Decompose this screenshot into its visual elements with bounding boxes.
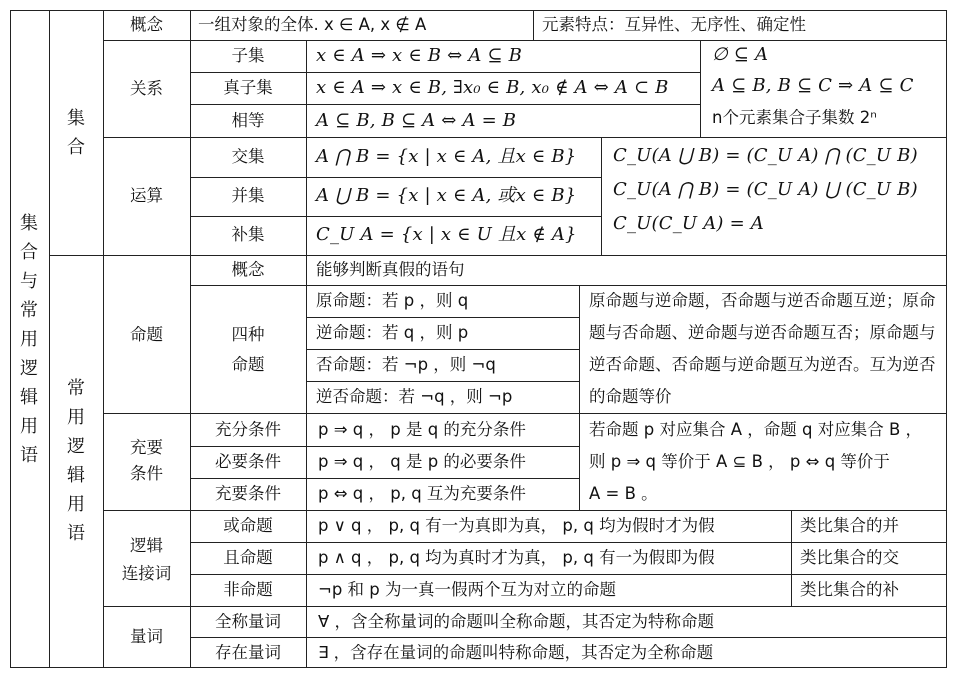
double-complement: C_U(C_U A) = A: [613, 213, 764, 234]
condition-note-line2: 则 p ⇒ q 等价于 A ⊆ B ， p ⇔ q 等价于: [589, 452, 890, 471]
grid-line: [190, 478, 579, 479]
union-formula: A ⋃ B = {x | x ∈ A, 或x ∈ B}: [316, 185, 577, 206]
grid-line: [601, 137, 602, 255]
grid-line: [190, 104, 700, 105]
subset-formula: x ∈ A ⇒ x ∈ B ⇔ A ⊆ B: [316, 45, 523, 66]
complement-label: 补集: [231, 225, 265, 244]
prop-concept-label: 概念: [231, 260, 265, 279]
set-concept-formula: 一组对象的全体. x ∈ A, x ∉ A: [198, 15, 427, 34]
suff-nec-label: 充要条件: [215, 484, 281, 503]
universal-label: 全称量词: [215, 612, 281, 631]
condition-note-line1: 若命题 p 对应集合 A ，命题 q 对应集合 B ，: [589, 420, 923, 439]
not-text: ¬p 和 p 为一真一假两个互为对立的命题: [318, 580, 617, 599]
relation-note-subset-count: n个元素集合子集数 2ⁿ: [712, 108, 877, 127]
grid-line: [700, 40, 701, 137]
quantifier-label: 量词: [130, 627, 163, 646]
equal-label: 相等: [231, 111, 265, 130]
and-label: 且命题: [223, 548, 273, 567]
demorgan-intersection: C_U(A ⋂ B) = (C_U A) ⋃ (C_U B): [613, 179, 918, 200]
main-title-vertical: 集 合 与 常 用 逻 辑 用 语: [20, 213, 38, 466]
four-props-label-line1: 四种: [231, 325, 265, 344]
grid-line: [103, 510, 947, 511]
connective-label-line1: 逻辑: [130, 536, 163, 555]
necessary-label: 必要条件: [215, 452, 281, 471]
grid-line: [306, 317, 579, 318]
grid-line: [306, 381, 579, 382]
and-analogy: 类比集合的交: [800, 548, 899, 567]
grid-line: [791, 510, 792, 606]
sufficient-label: 充分条件: [215, 420, 281, 439]
grid-line: [103, 606, 947, 607]
grid-line: [190, 177, 601, 178]
condition-note-line3: A = B 。: [589, 484, 658, 503]
converse-proposition: 逆命题：若 q ，则 p: [316, 323, 469, 342]
connective-label-line2: 连接词: [121, 564, 172, 583]
condition-label-line2: 条件: [130, 464, 163, 483]
sufficient-text: p ⇒ q ， p 是 q 的充分条件: [318, 420, 526, 439]
not-label: 非命题: [223, 580, 273, 599]
prop-concept-text: 能够判断真假的语句: [316, 260, 465, 279]
set-concept-traits: 元素特点：互异性、无序性、确定性: [542, 15, 806, 34]
section-title-logic: 常 用 逻 辑 用 语: [67, 378, 85, 544]
grid-line: [190, 574, 947, 575]
union-label: 并集: [231, 186, 265, 205]
intersection-formula: A ⋂ B = {x | x ∈ A, 且x ∈ B}: [316, 146, 577, 167]
grid-line: [103, 137, 947, 138]
equal-formula: A ⊆ B, B ⊆ A ⇔ A = B: [316, 110, 517, 131]
existential-text: ∃ ，含存在量词的命题叫特称命题，其否定为全称命题: [318, 643, 714, 662]
inverse-proposition: 否命题：若 ¬p ，则 ¬q: [316, 355, 496, 374]
or-label: 或命题: [223, 516, 273, 535]
necessary-text: p ⇒ q ， q 是 p 的必要条件: [318, 452, 526, 471]
set-concept-label: 概念: [130, 15, 163, 34]
or-analogy: 类比集合的并: [800, 516, 899, 535]
universal-text: ∀ ，含全称量词的命题叫全称命题，其否定为特称命题: [318, 612, 715, 631]
or-text: p ∨ q ， p, q 有一为真即为真， p, q 均为假时才为假: [318, 516, 715, 535]
demorgan-union: C_U(A ⋃ B) = (C_U A) ⋂ (C_U B): [613, 145, 918, 166]
proposition-label: 命题: [130, 325, 163, 344]
proper-subset-formula: x ∈ A ⇒ x ∈ B, ∃x₀ ∈ B, x₀ ∉ A ⇔ A ⊂ B: [316, 77, 669, 98]
four-props-note: 原命题与逆命题，否命题与逆否命题互逆；原命题与否命题、逆命题与逆否命题互否；原命题与逆否命题、否命题与逆命题互为逆否。互为逆否的命题等价: [589, 291, 936, 406]
contrapositive-proposition: 逆否命题：若 ¬q ，则 ¬p: [316, 387, 513, 406]
existential-label: 存在量词: [215, 643, 281, 662]
grid-line: [579, 285, 580, 510]
grid-line: [190, 637, 947, 638]
complement-formula: C_U A = {x | x ∈ U 且x ∉ A}: [316, 224, 577, 245]
and-text: p ∧ q ， p, q 均为真时才为真， p, q 有一为假即为假: [318, 548, 715, 567]
operation-label: 运算: [130, 186, 163, 205]
grid-line: [190, 542, 947, 543]
grid-line: [49, 10, 50, 668]
condition-label-line1: 充要: [130, 438, 163, 457]
grid-line: [49, 255, 947, 256]
grid-line: [306, 349, 579, 350]
grid-line: [190, 72, 700, 73]
relation-note-transitive: A ⊆ B, B ⊆ C ⇒ A ⊆ C: [712, 75, 914, 96]
subset-label: 子集: [231, 46, 265, 65]
grid-line: [103, 413, 947, 414]
relation-note-empty-set: ∅ ⊆ A: [712, 44, 769, 65]
intersection-label: 交集: [231, 147, 265, 166]
section-title-set: 集 合: [67, 108, 85, 158]
grid-line: [533, 10, 534, 40]
suff-nec-text: p ⇔ q ， p, q 互为充要条件: [318, 484, 526, 503]
relation-label: 关系: [130, 79, 163, 98]
proper-subset-label: 真子集: [223, 78, 273, 97]
original-proposition: 原命题：若 p ，则 q: [316, 291, 469, 310]
grid-line: [103, 40, 947, 41]
not-analogy: 类比集合的补: [800, 580, 899, 599]
four-props-label-line2: 命题: [231, 355, 265, 374]
grid-line: [190, 216, 601, 217]
grid-line: [190, 446, 579, 447]
